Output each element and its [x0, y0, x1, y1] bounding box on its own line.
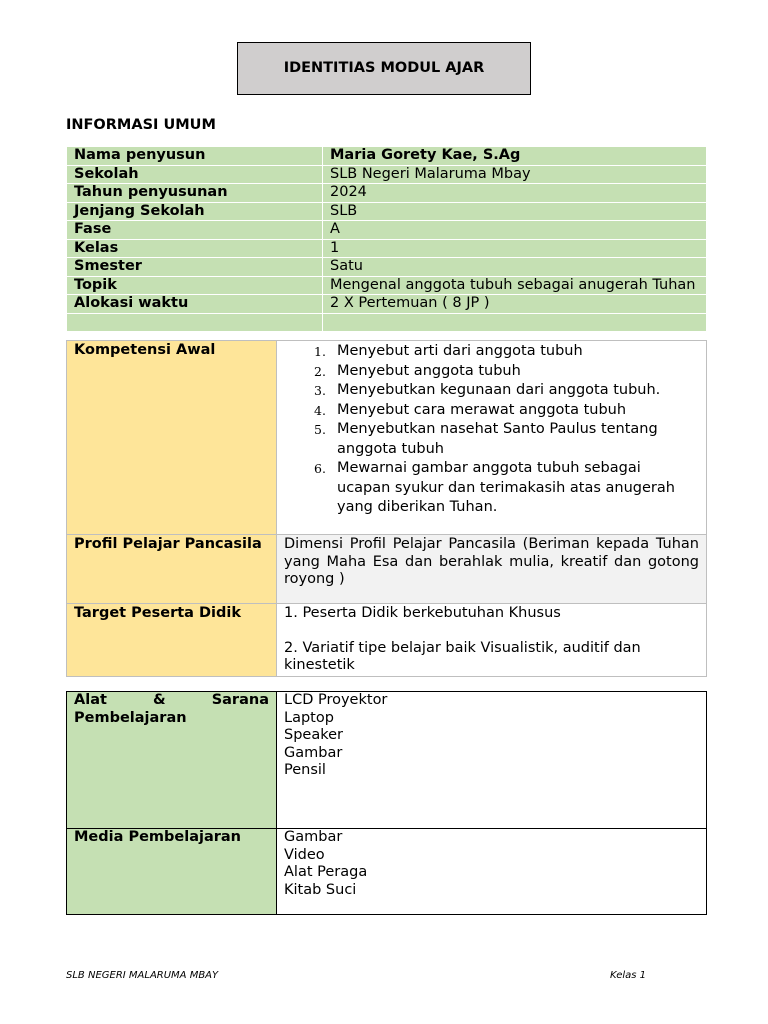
list-item: Speaker — [284, 727, 343, 743]
profil-value: Dimensi Profil Pelajar Pancasila (Beriman kepada Tuhan yang Maha Esa dan berahlak mulia, kreatif dan gotong royong ) — [277, 535, 707, 604]
list-number: 1. — [314, 344, 326, 359]
info-value: A — [323, 221, 707, 240]
alat-label-line-1 — [74, 692, 269, 710]
list-item: Laptop — [284, 709, 334, 726]
list-text: Menyebutkan kegunaan dari anggota tubuh. — [337, 382, 661, 398]
general-info-table — [66, 146, 707, 332]
info-value: SLB — [323, 202, 707, 221]
info-value: Maria Gorety Kae, S.Ag — [323, 147, 707, 166]
info-label: Tahun penyusunan — [67, 184, 323, 203]
alat-label-cell — [67, 692, 277, 829]
info-label: Nama penyusun — [67, 147, 323, 166]
list-number: 3. — [314, 383, 326, 398]
row-kompetensi-awal — [67, 341, 707, 535]
info-value: Mengenal anggota tubuh sebagai anugerah Tuhan — [323, 276, 707, 295]
list-text: Menyebut anggota tubuh — [337, 362, 521, 379]
info-label: Topik — [67, 276, 323, 295]
target-value-cell — [277, 604, 707, 677]
alat-list-cell — [277, 692, 707, 829]
info-row-jenjang — [67, 202, 707, 221]
info-row-tahun — [67, 184, 707, 203]
list-item: Gambar — [284, 829, 343, 845]
info-row-kelas — [67, 239, 707, 258]
list-item: Video — [284, 846, 325, 863]
competence-table — [66, 340, 707, 677]
target-line-1: 1. Peserta Didik berkebutuhan Khusus — [284, 605, 561, 621]
info-value: Satu — [323, 258, 707, 277]
list-item: Kitab Suci — [284, 881, 357, 898]
target-label: Target Peserta Didik — [67, 604, 277, 677]
profil-label: Profil Pelajar Pancasila — [67, 535, 277, 604]
row-target-peserta — [67, 604, 707, 677]
media-table — [66, 691, 707, 915]
info-row-alokasi — [67, 295, 707, 314]
info-label: Alokasi waktu — [67, 295, 323, 314]
info-label — [67, 313, 323, 332]
alat-label-word: & — [152, 692, 166, 708]
info-row-empty — [67, 313, 707, 332]
info-row-smester — [67, 258, 707, 277]
list-item: LCD Proyektor — [284, 692, 388, 708]
kompetensi-list — [314, 342, 691, 518]
list-text: Menyebutkan nasehat Santo Paulus tentang anggota tubuh — [337, 421, 658, 457]
media-label: Media Pembelajaran — [67, 829, 277, 915]
list-item — [314, 362, 691, 382]
list-number: 6. — [314, 461, 326, 476]
list-text: Mewarnai gambar anggota tubuh sebagai ucapan syukur dan terimakasih atas anugerah yang diberikan Tuhan. — [337, 460, 675, 515]
row-alat-sarana — [67, 692, 707, 829]
info-value: SLB Negeri Malaruma Mbay — [323, 165, 707, 184]
footer-school: SLB NEGERI MALARUMA MBAY — [66, 970, 219, 981]
info-label: Kelas — [67, 239, 323, 258]
footer-class: Kelas 1 — [610, 970, 647, 981]
alat-label-line-2: Pembelajaran — [74, 709, 187, 726]
kompetensi-list-cell — [277, 341, 707, 535]
list-text: Menyebut cara merawat anggota tubuh — [337, 401, 627, 418]
kompetensi-label: Kompetensi Awal — [67, 341, 277, 535]
row-profil-pelajar — [67, 535, 707, 604]
info-value: 2024 — [323, 184, 707, 203]
list-number: 2. — [314, 363, 326, 379]
info-label: Fase — [67, 221, 323, 240]
list-item — [314, 459, 691, 518]
info-value — [323, 313, 707, 332]
alat-label-word: Sarana — [211, 692, 269, 708]
list-text: Menyebut arti dari anggota tubuh — [337, 343, 583, 359]
alat-label-word: Alat — [74, 692, 107, 708]
list-item: Alat Peraga — [284, 864, 368, 880]
section-heading: INFORMASI UMUM — [66, 117, 216, 133]
document-title: IDENTITIAS MODUL AJAR — [237, 42, 531, 95]
list-item: Pensil — [284, 762, 326, 778]
info-label: Smester — [67, 258, 323, 277]
info-label: Jenjang Sekolah — [67, 202, 323, 221]
media-list-cell — [277, 829, 707, 915]
list-number: 5. — [314, 422, 326, 437]
info-row-sekolah — [67, 165, 707, 184]
list-item — [314, 420, 691, 459]
info-row-fase — [67, 221, 707, 240]
row-media-pembelajaran — [67, 829, 707, 915]
list-item: Gambar — [284, 744, 343, 761]
target-line-2: 2. Variatif tipe belajar baik Visualistik, auditif dan kinestetik — [284, 639, 641, 673]
info-label: Sekolah — [67, 165, 323, 184]
list-number: 4. — [314, 402, 326, 418]
info-row-topik — [67, 276, 707, 295]
info-value: 1 — [323, 239, 707, 258]
list-item — [314, 381, 691, 401]
list-item — [314, 401, 691, 421]
info-value: 2 X Pertemuan ( 8 JP ) — [323, 295, 707, 314]
info-row-nama-penyusun — [67, 147, 707, 166]
spacer — [284, 623, 699, 640]
list-item — [314, 342, 691, 362]
